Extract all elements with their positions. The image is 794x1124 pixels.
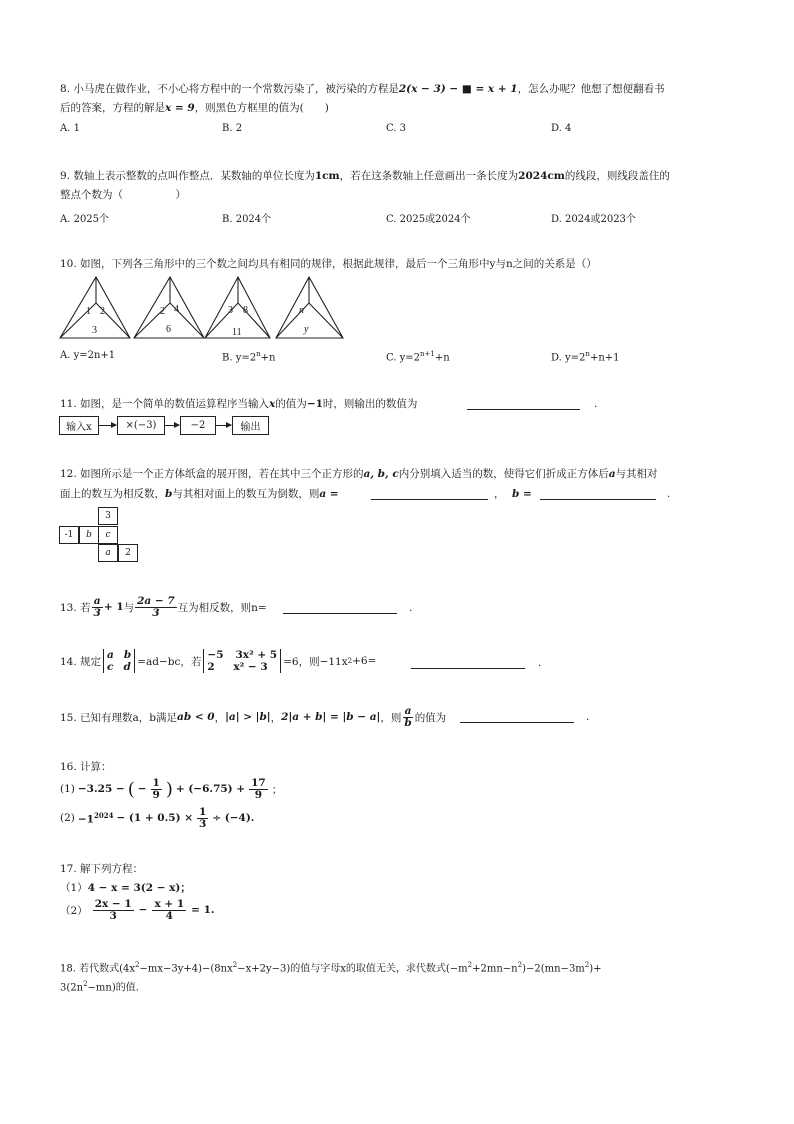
q8-solution: x = 9 <box>165 102 195 114</box>
q14-det1 <box>103 649 135 673</box>
q18-sq5: 2 <box>584 961 590 969</box>
q8-text-d: ，则黑色方框里的值为( ) <box>194 102 329 114</box>
q15-cond3: 2|a + b| = |b − a| <box>281 711 381 723</box>
q17-title: 17. 解下列方程： <box>60 863 144 875</box>
q17-p2-end: = 1. <box>191 904 215 916</box>
det1-c: c <box>107 661 114 673</box>
q17-part1 <box>60 881 191 895</box>
q13-end: . <box>409 602 413 614</box>
q16-p2-frac <box>197 807 208 830</box>
q17-p2-frac1 <box>93 899 134 922</box>
q12-text-a: 12. 如图所示是一个正方体纸盒的展开图，若在其中三个正方形的 <box>60 468 364 480</box>
q9-option-c[interactable]: C. 2025或2024个 <box>386 214 471 225</box>
q18-sq4: 2 <box>517 961 523 969</box>
q16-part1: (1) −3.25 − ( − $\frac{1}{9}$ ) + (−6.75) + $\frac{17}{9}$ ； <box>60 776 283 801</box>
q17-p1-label: （1） <box>60 882 88 894</box>
tri2-left: 2 <box>160 306 165 317</box>
q12-comma: ， <box>494 488 505 500</box>
q8-text-c: 后的答案，方程的解是 <box>60 102 165 114</box>
q18-b: −mx−3y+4)−(8nx <box>139 963 233 975</box>
q16-p2-sup: 2024 <box>93 810 114 820</box>
q12-b-eq: b = <box>512 488 532 500</box>
q17-p2-frac2-num: x + 1 <box>154 897 185 910</box>
q16-p2-b: − (1 + 0.5) × <box>116 812 193 824</box>
tri1-bottom: 3 <box>92 325 97 336</box>
q13-frac2-den: 3 <box>152 606 160 619</box>
q11-text-a: 11. 如图，是一个简单的数值运算程序当输入 <box>60 398 270 410</box>
tri4-bottom: y <box>304 324 309 335</box>
q8-option-c[interactable]: C. 3 <box>386 123 407 134</box>
q11-end: . <box>594 398 598 410</box>
flow-arrow-2 <box>164 425 179 426</box>
q16-p1-frac <box>151 778 162 801</box>
q14-mid: =ad−bc，若 <box>137 655 202 668</box>
q17-p2-label: （2） <box>60 904 88 917</box>
q9-text: 9. 数轴上表示整数的点叫作整点．某数轴的单位长度为 <box>60 170 315 182</box>
q10-option-d-sup: n <box>585 350 590 358</box>
q16-title: 16. 计算： <box>60 761 112 773</box>
q8-option-b[interactable]: B. 2 <box>222 123 243 134</box>
q12-b-var: b <box>165 488 173 500</box>
det1-a: a <box>107 649 114 661</box>
det2-21: 2 <box>207 661 215 673</box>
q9-line1 <box>60 169 670 183</box>
q11-text-b: 的值为 <box>275 398 307 410</box>
q9-text-c: 的线段，则线段盖住的 <box>564 170 670 182</box>
net-cell-c: c <box>98 526 118 544</box>
q16-p1-a: −3.25 − <box>77 783 125 795</box>
q13-with: 与 <box>123 601 135 614</box>
q8-option-a[interactable]: A. 1 <box>60 123 80 134</box>
q13-answer-blank[interactable] <box>283 601 397 614</box>
q9-unit: 1cm <box>314 170 340 182</box>
det1-d: d <box>123 661 131 673</box>
q15-text-c: 的值为 <box>414 711 447 724</box>
q15-answer-blank[interactable] <box>460 710 574 723</box>
tri2-bottom: 6 <box>166 324 171 335</box>
q18-g: 3(2n <box>60 982 84 994</box>
q12-text-d: 面上的数互为相反数， <box>60 488 165 500</box>
q11-value: −1 <box>306 398 323 410</box>
triangle-4 <box>276 277 343 338</box>
q10-option-c[interactable] <box>386 350 450 363</box>
q16-p1-frac-num: 1 <box>152 776 160 789</box>
q10-option-d-tail: +n+1 <box>589 352 620 364</box>
q15-text-b: ，则 <box>380 711 402 724</box>
q10-option-b-tail: +n <box>260 352 276 364</box>
q16-p1-paren-open: ( <box>127 778 135 800</box>
q16-part2 <box>60 804 254 832</box>
q14-end: . <box>538 657 542 669</box>
q10-option-b-sup: n <box>256 350 261 358</box>
q14-suffix-b: +6= <box>352 655 377 667</box>
q15-sep2: ， <box>270 711 282 724</box>
q18-d: +2mn−n <box>472 963 518 975</box>
q18-line2 <box>60 977 139 995</box>
q9-option-b[interactable]: B. 2024个 <box>222 214 272 225</box>
q12-a-var: a <box>608 468 616 480</box>
q15-frac-den: b <box>404 716 412 729</box>
q9-line2: 整点个数为（ ） <box>60 189 186 201</box>
q17-part2 <box>60 895 215 925</box>
q10-option-d[interactable] <box>551 350 620 363</box>
tri3-right: 8 <box>243 305 248 316</box>
tri3-bottom: 11 <box>232 327 242 338</box>
det1-b: b <box>123 649 132 661</box>
q13-line <box>60 592 267 622</box>
q18-c: −x+2y−3)的值与字母x的取值无关，求代数式(−m <box>237 963 468 975</box>
q12-b-blank[interactable] <box>540 487 656 500</box>
q17-p2-frac1-num: 2x − 1 <box>94 897 132 910</box>
net-cell-a: a <box>98 544 118 562</box>
q10-option-d-text: D. y=2 <box>551 352 586 364</box>
q10-option-b-text: B. y=2 <box>222 352 257 364</box>
q16-p2-c: ÷ (−4). <box>212 812 255 824</box>
net-cell-2: 2 <box>118 544 138 562</box>
q12-text-e: 与其相对面上的数互为倒数，则 <box>172 488 320 500</box>
q10-triangles-figure <box>55 274 345 344</box>
q8-option-d[interactable]: D. 4 <box>551 123 572 134</box>
q17-p2-frac1-den: 3 <box>109 909 117 922</box>
net-cell-b: b <box>79 526 99 544</box>
flow-arrow-3 <box>215 425 231 426</box>
q16-p1-paren-close: ) <box>165 778 173 800</box>
q17-p2-mid: − <box>138 904 148 916</box>
q16-p2-label: (2) <box>60 812 75 824</box>
q9-option-a[interactable]: A. 2025个 <box>60 214 110 225</box>
det2-22: x² − 3 <box>233 661 268 673</box>
q15-cond2: |a| > |b| <box>225 711 271 723</box>
q8-line1 <box>60 82 665 96</box>
tri1-right: 2 <box>100 306 105 317</box>
q18-sq3: 2 <box>467 961 473 969</box>
det2-12: 3x² + 5 <box>235 649 278 661</box>
tri4-left: n <box>299 305 304 316</box>
q14-sup: 2 <box>347 657 353 665</box>
q18-f: )+ <box>589 963 602 975</box>
q16-p1-end: ； <box>271 783 283 796</box>
q13-frac1-num: a <box>93 594 101 607</box>
q12-a-eq: a = <box>319 488 339 500</box>
tri1-left: 1 <box>86 306 91 317</box>
q13-frac2-num: 2a − 7 <box>137 594 175 607</box>
q15-line <box>60 702 446 732</box>
q14-line <box>60 646 376 676</box>
q12-a-blank[interactable] <box>371 487 488 500</box>
q18-line1 <box>60 958 602 976</box>
q15-end: . <box>586 711 590 723</box>
q8-text: 8. 小马虎在做作业，不小心将方程中的一个常数污染了，被污染的方程是 <box>60 83 399 95</box>
q11-text <box>60 397 417 411</box>
q12-line2 <box>60 487 339 501</box>
q14-suffix-a: =6，则−11x <box>283 655 348 668</box>
q10-option-a-text: A. y=2n+1 <box>60 350 116 361</box>
q18-e: )−2(mn−3m <box>522 963 585 975</box>
flow-input-box: 输入x <box>59 416 99 435</box>
q14-answer-blank[interactable] <box>411 656 525 669</box>
q15-sep1: ， <box>214 711 226 724</box>
q10-option-b[interactable] <box>222 350 275 363</box>
q15-text-a: 15. 已知有理数a，b满足 <box>60 711 178 724</box>
q10-option-a[interactable] <box>60 350 115 361</box>
q16-p1-frac2 <box>249 778 268 801</box>
flow-arrow-1 <box>98 425 116 426</box>
q9-option-d[interactable]: D. 2024或2023个 <box>551 214 636 225</box>
q16-p1-frac2-den: 9 <box>254 788 263 801</box>
q11-text-c: 时，则输出的数值为 <box>322 398 418 410</box>
q13-plus: + 1 <box>103 601 124 613</box>
det2-11: −5 <box>207 649 224 661</box>
q12-end: . <box>667 488 671 500</box>
q8-text-b: ，怎么办呢？他想了想便翻看书 <box>517 83 665 95</box>
q18-h: −mn)的值. <box>87 982 139 994</box>
q16-p2-frac-num: 1 <box>199 805 207 818</box>
q10-text: 10. 如图，下列各三角形中的三个数之间均具有相同的规律，根据此规律，最后一个三角形中y与n之间的关系是（） <box>60 258 597 270</box>
q16-p2-frac-den: 3 <box>199 817 207 830</box>
flow-multiply-box: ×(−3) <box>117 416 165 435</box>
q8-equation: 2(x − 3) − ■ = x + 1 <box>398 83 518 95</box>
q17-p1: 4 − x = 3(2 − x)； <box>87 882 191 894</box>
net-cell-left: -1 <box>59 526 79 544</box>
q18-sq1: 2 <box>135 961 140 969</box>
q16-p1-frac-den: 9 <box>152 788 160 801</box>
flow-output-box: 输出 <box>232 416 269 435</box>
q18-a: 18. 若代数式(4x <box>60 963 135 975</box>
q12-line1 <box>60 467 658 481</box>
net-cell-top: 3 <box>98 507 118 525</box>
q14-det2 <box>203 649 281 673</box>
q16-p1-frac2-num: 17 <box>251 776 266 789</box>
q16-p1-label: (1) <box>60 783 75 795</box>
q15-frac-num: a <box>404 704 412 717</box>
q13-frac2 <box>135 596 177 619</box>
tri2-right: 4 <box>174 304 179 315</box>
tri3-left: 3 <box>228 305 233 316</box>
q9-length: 2024cm <box>518 170 565 182</box>
q9-text-b: ，若在这条数轴上任意画出一条长度为 <box>339 170 519 182</box>
q11-answer-blank[interactable] <box>467 397 580 410</box>
q10-option-c-text: C. y=2 <box>386 352 421 364</box>
q14-prefix: 14. 规定 <box>60 655 102 668</box>
q12-text-c: 与其相对 <box>615 468 658 480</box>
q17-p2-frac2 <box>152 899 186 922</box>
q13-suffix: 互为相反数，则n= <box>177 601 267 614</box>
q13-frac1-den: 3 <box>93 606 101 619</box>
q15-cond1: ab < 0 <box>177 711 215 723</box>
q10-option-c-sup: n+1 <box>420 350 435 358</box>
q12-vars: a, b, c <box>363 468 399 480</box>
q8-line2 <box>60 101 329 115</box>
q11-var: x <box>269 398 276 410</box>
q10-option-c-tail: +n <box>434 352 450 364</box>
q18-sq2: 2 <box>232 961 238 969</box>
q13-frac1 <box>92 596 103 619</box>
q15-frac <box>402 706 413 729</box>
q13-prefix: 13. 若 <box>60 601 91 614</box>
q16-p1-b: + (−6.75) + <box>175 783 246 795</box>
q12-text-b: 内分别填入适当的数，使得它们折成正方体后 <box>398 468 609 480</box>
q17-p2-frac2-den: 4 <box>165 909 173 922</box>
q16-p2-a: −1 <box>77 813 94 826</box>
q18-sq6: 2 <box>83 980 88 988</box>
flow-subtract-box: −2 <box>180 416 216 435</box>
